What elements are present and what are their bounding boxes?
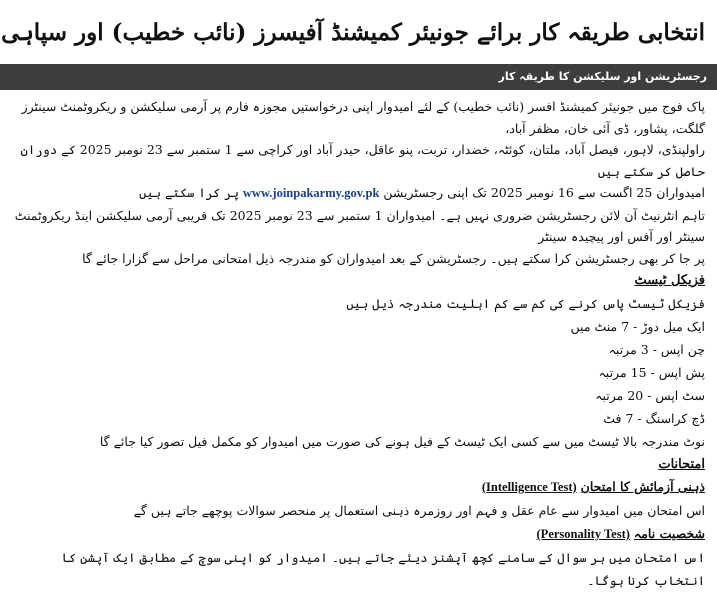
page-title: انتخابی طریقہ کار برائے جونیئر کمیشنڈ آفیسرز (نائب خطیب) اور سپاہی <box>1 19 705 46</box>
website-link[interactable]: www.joinpakarmy.gov.pk <box>242 186 380 200</box>
article-content <box>12 96 705 588</box>
section-header-bar: رجسٹریشن اور سلیکشن کا طریقہ کار <box>0 64 717 90</box>
personality-test-heading <box>12 522 705 546</box>
registration-line-3 <box>12 182 705 205</box>
list-item: ڈچ کراسنگ - 7 فٹ <box>603 410 705 426</box>
registration-line-3-end: پر کرا سکتے ہیں <box>139 185 239 200</box>
personality-test-title: شخصیت نامہ <box>633 526 705 541</box>
exams-heading: امتحانات <box>658 456 705 472</box>
registration-line-2: راولپنڈی، لاہور، فیصل آباد، ملتان، کوئٹہ، خضدار، تربت، پنو عاقل، حیدر آباد اور کراچی سے 1 ستمبر سے 23 نومبر 2025 کے دوران حاصل کر سکتے ہیں <box>20 142 705 179</box>
physical-test-heading: فزیکل ٹیسٹ <box>634 273 705 288</box>
registration-line-4: تاہم انٹرنیٹ آن لائن رجسٹریشن ضروری نہیں ہے۔ امیدواران 1 ستمبر سے 23 نومبر 2025 تک قریبی آرمی سلیکشن اینڈ ریکروٹمنٹ سینٹر اور آفس اور پیچیدہ سینٹر <box>14 207 705 244</box>
intelligence-test-title: ذہنی آزمائش کا امتحان <box>580 479 705 494</box>
intelligence-test-heading <box>12 475 705 499</box>
intelligence-test-description: اس امتحان میں امیدوار سے عام عقل و فہم اور روزمرہ ذہنی استعمال پر منحصر سوالات پوچھے جاتے ہیں گے <box>133 503 705 518</box>
personality-test-english: (Personality Test) <box>536 527 630 541</box>
intelligence-test-english: (Intelligence Test) <box>481 480 577 494</box>
list-item: پش اپس - 15 مرتبہ <box>598 364 705 380</box>
list-item: چن اپس - 3 مرتبہ <box>608 341 705 357</box>
registration-line-1: پاک فوج میں جونیئر کمیشنڈ افسر (نائب خطیب) کے لئے امیدوار اپنی درخواستیں مجوزہ فارم پر آرمی سلیکشن و ریکروٹمنٹ سینٹرز گلگت، پشاور، ڈی آئی خان، مظفر آباد، <box>21 99 705 136</box>
registration-line-3-start: امیدواران 25 اگست سے 16 نومبر 2025 تک اپنی رجسٹریشن <box>383 185 705 200</box>
list-item: سٹ اپس - 20 مرتبہ <box>595 387 705 403</box>
physical-test-intro: فزیکل ٹیسٹ پاس کرنے کی کم سے کم اہلیت مندرجہ ذیل ہیں <box>346 295 705 311</box>
registration-line-5: پر جا کر بھی رجسٹریشن کرا سکتے ہیں۔ رجسٹریشن کے بعد امیدواران کو مندرجہ ذیل امتحانی مراحل سے گزارا جائے گا <box>82 250 705 266</box>
physical-test-note: نوٹ مندرجہ بالا ٹیسٹ میں سے کسی ایک ٹیسٹ کے فیل ہونے کی صورت میں امیدوار کو مکمل فیل تصور کیا جائے گا <box>99 433 705 449</box>
list-item: ایک میل دوڑ - 7 منٹ میں <box>570 318 705 334</box>
personality-test-description: اس امتحان میں ہر سوال کے سامنے کچھ آپشنز دیئے جاتے ہیں۔ امیدوار کو اپنی سوچ کے مطابق ایک آپشن کا انتخاب کرنا ہوگا۔ <box>61 550 705 588</box>
